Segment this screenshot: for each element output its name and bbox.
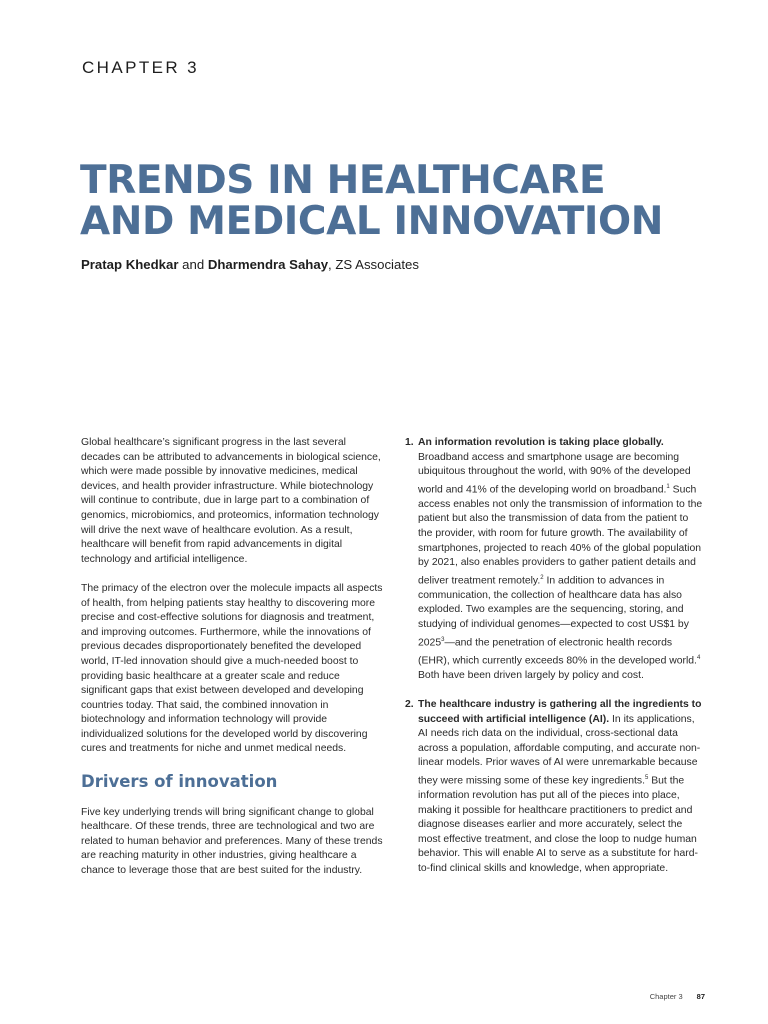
- chapter-label: CHAPTER 3: [82, 58, 200, 77]
- author-line: [81, 257, 419, 272]
- list-text-2b: But the information revolution has put all of the pieces into place, making it possible for healthcare practitioners to predict and diagnose diseases earlier and more accurately, select the most effective treatment, and close the loop to nudge human behavior. This will enable AI to serve as a substitute for hard-to-find clinical skills and knowledge, when appropriate.: [418, 775, 698, 874]
- title-line-2: AND MEDICAL INNOVATION: [80, 199, 664, 244]
- list-text-1d: —and the penetration of electronic health records (EHR), which currently exceeds 80% in the developed world.: [418, 637, 697, 667]
- list-text-1c: In addition to advances in communication, the collection of healthcare data has also exploded. Two examples are the sequencing, storing, and studying of individual genomes—expected to cost US$1 by 2025: [418, 575, 689, 649]
- author-conjunction: and: [178, 257, 208, 272]
- drivers-paragraph: Five key underlying trends will bring significant change to global healthcare. Of these trends, three are technological and two are related to human behavior and preferences. Many of these trends are reaching maturity in other industries, giving healthcare a chance to leverage those that are best suited for the industry.: [81, 806, 383, 877]
- page-number: 87: [696, 992, 705, 1001]
- list-text-2a: In its applications, AI needs rich data on the individual, cross-sectional data across a population, affordable computing, and accurate non-linear models. Prior waves of AI were unremarkable because they were missing some of these key ingredients.: [418, 713, 701, 787]
- intro-paragraph-1: Global healthcare’s significant progress in the last several decades can be attributed to advancements in biological science, which were made possible by innovative medicines, medical devices, and health provider infrastructure. While biotechnology will continue to contribute, due in large part to a combination of genomics, microbiomics, and proteomics, information technology will drive the next wave of healthcare evolution. As a result, healthcare will benefit from rapid advancements in digital technology and artificial intelligence.: [81, 437, 381, 565]
- author-affiliation: , ZS Associates: [328, 257, 419, 272]
- list-item-1: [405, 436, 705, 683]
- author-2: Dharmendra Sahay: [207, 257, 329, 272]
- footnote-1: 1: [666, 483, 670, 490]
- footnote-4: 4: [696, 654, 701, 661]
- author-1: Pratap Khedkar: [81, 257, 179, 272]
- list-text-1b: Such access enables not only the transmission of information to the patient but also the transmission of data from the patient to the provider, with room for future growth. The availability of smartphones, projected to reach 40% of the global population by 2021, also enables providers to gather patient details and deliver treatment remotely.: [418, 484, 703, 587]
- page-footer: [650, 992, 705, 1001]
- section-heading-drivers: Drivers of innovation: [81, 772, 278, 792]
- title-line-1: TRENDS IN HEALTHCARE: [80, 158, 606, 203]
- list-number-2: 2.: [405, 698, 414, 710]
- left-column: [81, 436, 386, 893]
- intro-paragraph-2: The primacy of the electron over the molecule impacts all aspects of health, from helping patients stay healthy to discovering more precise and cost-effective solutions for diagnosis and treatment, and improving outcomes. Furthermore, while the innovations of previous decades disproportionately benefited the developed world, IT-led innovation should give a much-needed boost to providing basic healthcare at a greater scale and reduce significant gaps that exist between developed and developing countries today. That said, the combined innovation in biotechnology and information technology will provide individualized solutions for the developed world by discovering cures and treatments for niche and unmet medical needs.: [81, 582, 383, 755]
- list-text-1a: Broadband access and smartphone usage are becoming ubiquitous throughout the world, with 90% of the developed world and 41% of the developing world on broadband.: [418, 451, 691, 496]
- page-title: [80, 160, 720, 242]
- right-column: [405, 436, 705, 891]
- list-item-2: [405, 698, 705, 877]
- footnote-5: 5: [644, 774, 649, 781]
- footer-chapter: Chapter 3: [649, 992, 683, 1001]
- footnote-3: 3: [441, 636, 445, 643]
- list-text-1e: Both have been driven largely by policy and cost.: [418, 669, 644, 681]
- list-number-1: 1.: [405, 437, 414, 448]
- list-lead-2: The healthcare industry is gathering all the ingredients to succeed with artificial intelligence (AI).: [418, 698, 702, 725]
- list-lead-1: An information revolution is taking place globally.: [418, 437, 664, 448]
- footnote-2: 2: [540, 574, 544, 581]
